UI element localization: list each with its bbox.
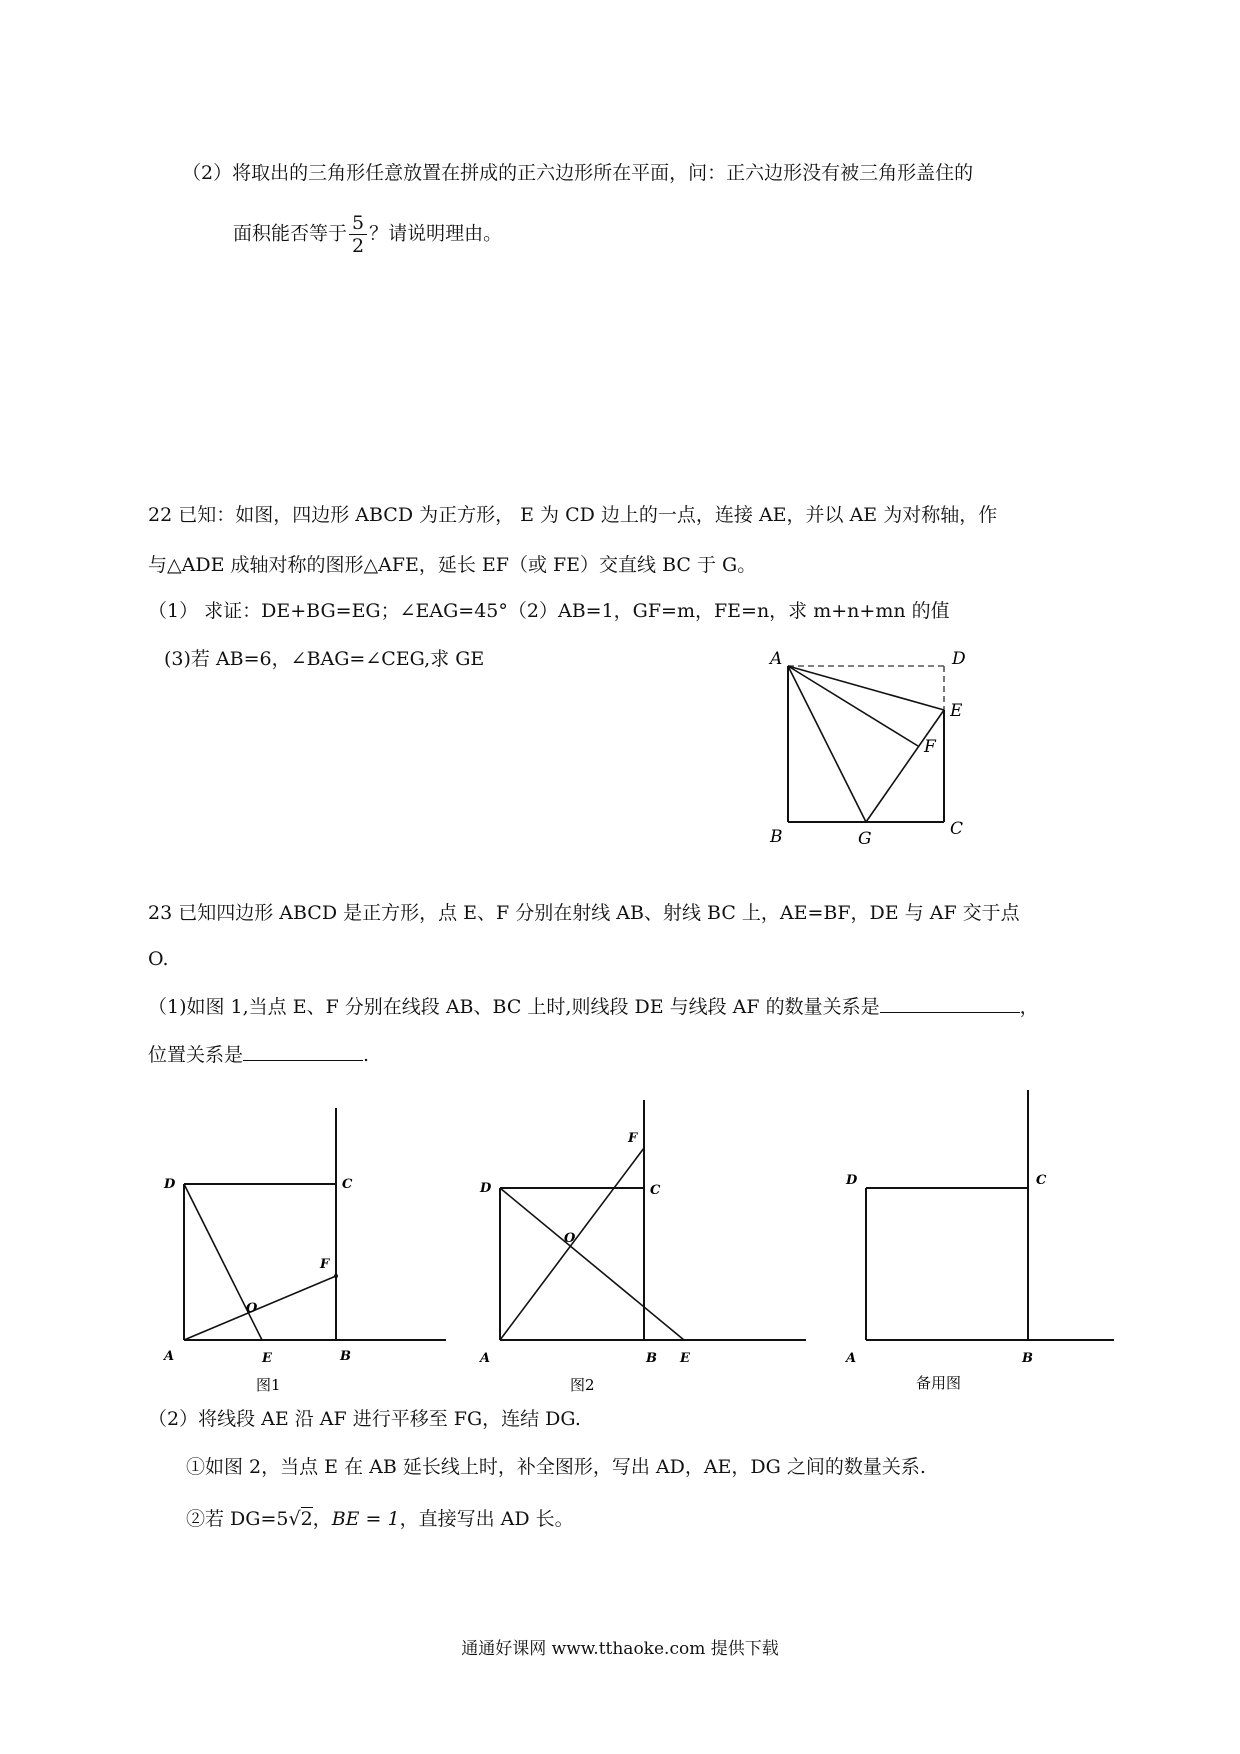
segment-eg <box>866 710 944 822</box>
label-c: C <box>342 1177 353 1192</box>
label-e: E <box>950 701 963 721</box>
q23-line3-post: ， <box>1019 996 1039 1018</box>
segment-af <box>184 1276 336 1340</box>
q23-line2: O. <box>148 948 169 970</box>
label-d: D <box>952 649 966 669</box>
q23-line4-pre: 位置关系是 <box>148 1044 244 1066</box>
label-o: O <box>246 1301 258 1316</box>
label-d: D <box>480 1181 492 1196</box>
label-f: F <box>924 737 936 757</box>
q21-part2-line1: （2）将取出的三角形任意放置在拼成的正六边形所在平面，问：正六边形没有被三角形盖住的 <box>182 162 974 184</box>
label-a: A <box>164 1349 175 1364</box>
answer-blank-position[interactable] <box>243 1040 363 1061</box>
q23-line4 <box>148 1040 369 1070</box>
label-e: E <box>262 1351 272 1366</box>
segment-de <box>500 1188 684 1340</box>
q23-line4-post: . <box>363 1044 370 1066</box>
q23-part2: （2）将线段 AE 沿 AF 进行平移至 FG，连结 DG. <box>148 1408 581 1430</box>
fraction-denominator: 2 <box>352 235 365 257</box>
dg-coefficient: 5 <box>276 1508 289 1530</box>
answer-blank-quantity[interactable] <box>880 992 1020 1013</box>
fraction-five-halves <box>349 212 367 257</box>
q23-line3-pre: （1)如图 1,当点 E、F 分别在线段 AB、BC 上时,则线段 DE 与线段 AF 的数量关系是 <box>148 996 880 1018</box>
label-d: D <box>846 1173 858 1188</box>
label-g: G <box>858 829 872 849</box>
q23-sub1: ①如图 2，当点 E 在 AB 延长线上时，补全图形，写出 AD，AE，DG 之间的数量关系. <box>186 1456 926 1478</box>
q23-sub2 <box>186 1504 574 1534</box>
label-b: B <box>1022 1351 1033 1366</box>
label-b: B <box>646 1351 657 1366</box>
q23-figure-2 <box>476 1100 816 1400</box>
q22-line3: （1） 求证：DE+BG=EG；∠EAG=45°（2）AB=1，GF=m，FE=n，求 m+n+mn 的值 <box>148 600 950 622</box>
label-f: F <box>628 1131 638 1146</box>
label-c: C <box>950 819 964 839</box>
q23-figure-spare <box>832 1090 1122 1400</box>
fraction-numerator: 5 <box>349 212 367 235</box>
q23-line1: 23 已知四边形 ABCD 是正方形，点 E、F 分别在射线 AB、射线 BC 上，AE=BF，DE 与 AF 交于点 <box>148 902 1020 924</box>
q23-sub2-mid: ， <box>312 1508 332 1530</box>
label-b: B <box>340 1349 351 1364</box>
q21-part2-line2 <box>233 212 502 257</box>
be-equation: BE = 1 <box>331 1508 400 1530</box>
q22-figure <box>770 650 990 850</box>
label-o: O <box>564 1231 576 1246</box>
segment-de <box>184 1184 262 1340</box>
label-e: E <box>680 1351 690 1366</box>
q22-line1: 22 已知：如图，四边形 ABCD 为正方形， E 为 CD 边上的一点，连接 AE，并以 AE 为对称轴，作 <box>148 504 998 526</box>
footer-source: 通通好课网 www.tthaoke.com 提供下载 <box>461 1639 779 1659</box>
sqrt-symbol: √ <box>288 1508 301 1530</box>
label-b: B <box>770 827 783 847</box>
q22-line2: 与△ADE 成轴对称的图形△AFE，延长 EF（或 FE）交直线 BC 于 G。 <box>148 554 757 576</box>
radicand: 2 <box>300 1508 313 1530</box>
q22-line4: (3)若 AB=6，∠BAG=∠CEG,求 GE <box>164 648 485 670</box>
q23-figure-1 <box>160 1100 460 1400</box>
label-a: A <box>480 1351 491 1366</box>
label-a: A <box>846 1351 857 1366</box>
point-f <box>334 1274 338 1278</box>
figure-2-caption: 图2 <box>570 1376 595 1394</box>
q23-sub2-pre: ②若 DG= <box>186 1508 277 1530</box>
figure-1-caption: 图1 <box>256 1376 281 1394</box>
q23-line3 <box>148 992 1039 1022</box>
label-c: C <box>1036 1173 1047 1188</box>
label-d: D <box>164 1177 176 1192</box>
q21-part2-line2-pre: 面积能否等于 <box>233 222 348 245</box>
q21-part2-line2-post: ？请说明理由。 <box>369 222 503 245</box>
label-c: C <box>650 1183 661 1198</box>
label-f: F <box>320 1257 330 1272</box>
q23-sub2-post: ，直接写出 AD 长。 <box>399 1508 574 1530</box>
segment-ae <box>788 666 944 710</box>
figure-spare-caption: 备用图 <box>916 1374 962 1392</box>
label-a: A <box>770 649 783 669</box>
